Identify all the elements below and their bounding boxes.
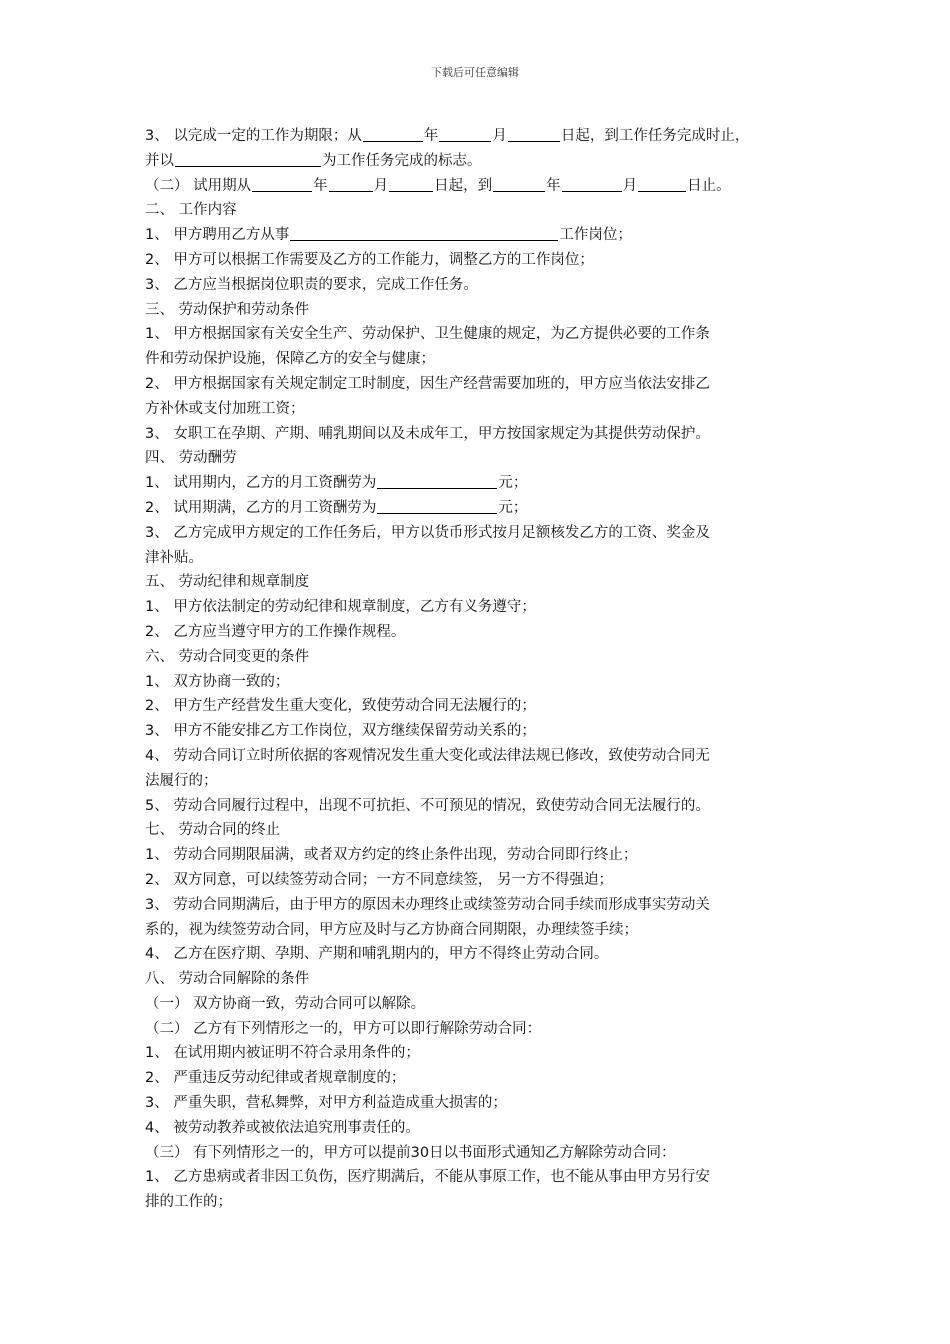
salary-blank: [377, 497, 497, 514]
section-heading: 五、 劳动纪律和规章制度: [145, 574, 310, 591]
position-blank: [290, 224, 558, 241]
day-blank: [508, 125, 560, 142]
clause-line: 2、 甲方生产经营发生重大变化，致使劳动合同无法履行的；: [145, 698, 536, 715]
clause-line: 3、 女职工在孕期、产期、哺乳期间以及未成年工，甲方按国家规定为其提供劳动保护。: [145, 425, 710, 442]
salary-blank: [377, 472, 497, 489]
page-header: 下载后可任意编辑: [431, 66, 519, 79]
section-heading: 六、 劳动合同变更的条件: [145, 648, 310, 665]
clause-line: 3、 劳动合同期满后，由于甲方的原因未办理终止或续签劳动合同手续而形成事实劳动关: [145, 896, 710, 913]
section-heading: 三、 劳动保护和劳动条件: [145, 301, 310, 318]
day-blank: [638, 175, 686, 192]
clause-line: 3、 严重失职，营私舞弊，对甲方利益造成重大损害的；: [145, 1095, 507, 1112]
year-blank: [493, 175, 545, 192]
clause-line: 1、 甲方聘用乙方从事 工作岗位；: [145, 223, 805, 248]
clause-line: 4、 被劳动教养或被依法追究刑事责任的。: [145, 1119, 420, 1136]
clause-line: 系的，视为续签劳动合同，甲方应及时与乙方协商合同期限，办理续签手续；: [145, 921, 638, 938]
clause-line: （二） 乙方有下列情形之一的，甲方可以即行解除劳动合同：: [145, 1020, 542, 1037]
clause-line: （二） 试用期从 年 月 日起，到 年 月 日止。: [145, 174, 805, 199]
clause-line: 3、 甲方不能安排乙方工作岗位，双方继续保留劳动关系的；: [145, 723, 536, 740]
clause-line: 2、 双方同意，可以续签劳动合同；一方不同意续签， 另一方不得强迫；: [145, 871, 613, 888]
day-blank: [389, 175, 433, 192]
month-blank: [439, 125, 491, 142]
clause-line: 1、 甲方依法制定的劳动纪律和规章制度，乙方有义务遵守；: [145, 599, 536, 616]
clause-line: 3、 乙方完成甲方规定的工作任务后，甲方以货币形式按月足额核发乙方的工资、奖金及: [145, 524, 710, 541]
month-blank: [562, 175, 622, 192]
clause-line: 2、 甲方可以根据工作需要及乙方的工作能力，调整乙方的工作岗位；: [145, 251, 594, 268]
section-heading: 七、 劳动合同的终止: [145, 822, 281, 839]
clause-line: （一） 双方协商一致，劳动合同可以解除。: [145, 995, 426, 1012]
clause-line: 津补贴。: [145, 549, 203, 566]
clause-line: 排的工作的；: [145, 1194, 232, 1211]
clause-line: 4、 劳动合同订立时所依据的客观情况发生重大变化或法律法规已修改，致使劳动合同无: [145, 747, 710, 764]
clause-line: （三） 有下列情形之一的，甲方可以提前30日以书面形式通知乙方解除劳动合同：: [145, 1144, 676, 1161]
clause-line: 2、 严重违反劳动纪律或者规章制度的；: [145, 1070, 406, 1087]
contract-body: [145, 124, 805, 1215]
section-heading: 八、 劳动合同解除的条件: [145, 971, 310, 988]
clause-line: 1、 双方协商一致的；: [145, 673, 290, 690]
clause-line: 件和劳动保护设施，保障乙方的安全与健康；: [145, 351, 435, 368]
clause-line: 法履行的；: [145, 772, 218, 789]
year-blank: [252, 175, 312, 192]
clause-line: 3、 以完成一定的工作为期限；从 年 月 日起，到工作任务完成时止，: [145, 124, 805, 149]
clause-line: 1、 甲方根据国家有关安全生产、劳动保护、卫生健康的规定，为乙方提供必要的工作条: [145, 326, 710, 343]
clause-line: 4、 乙方在医疗期、孕期、产期和哺乳期内的，甲方不得终止劳动合同。: [145, 946, 609, 963]
section-heading: 二、 工作内容: [145, 202, 237, 219]
completion-mark-blank: [175, 150, 321, 167]
clause-line: 5、 劳动合同履行过程中，出现不可抗拒、不可预见的情况，致使劳动合同无法履行的。: [145, 797, 710, 814]
section-heading: 四、 劳动酬劳: [145, 450, 237, 467]
clause-line: 2、 试用期满，乙方的月工资酬劳为 元；: [145, 496, 805, 521]
clause-line: 2、 甲方根据国家有关规定制定工时制度，因生产经营需要加班的，甲方应当依法安排乙: [145, 375, 710, 392]
clause-line: 1、 在试用期内被证明不符合录用条件的；: [145, 1045, 420, 1062]
clause-line: 1、 试用期内，乙方的月工资酬劳为 元；: [145, 471, 805, 496]
clause-line: 1、 乙方患病或者非因工负伤，医疗期满后，不能从事原工作，也不能从事由甲方另行安: [145, 1169, 710, 1186]
clause-line: 方补休或支付加班工资；: [145, 400, 305, 417]
clause-line: 1、 劳动合同期限届满，或者双方约定的终止条件出现，劳动合同即行终止；: [145, 847, 638, 864]
year-blank: [363, 125, 423, 142]
clause-line: 3、 乙方应当根据岗位职责的要求，完成工作任务。: [145, 276, 478, 293]
clause-line: 并以 为工作任务完成的标志。: [145, 149, 805, 174]
month-blank: [329, 175, 373, 192]
clause-line: 2、 乙方应当遵守甲方的工作操作规程。: [145, 623, 406, 640]
